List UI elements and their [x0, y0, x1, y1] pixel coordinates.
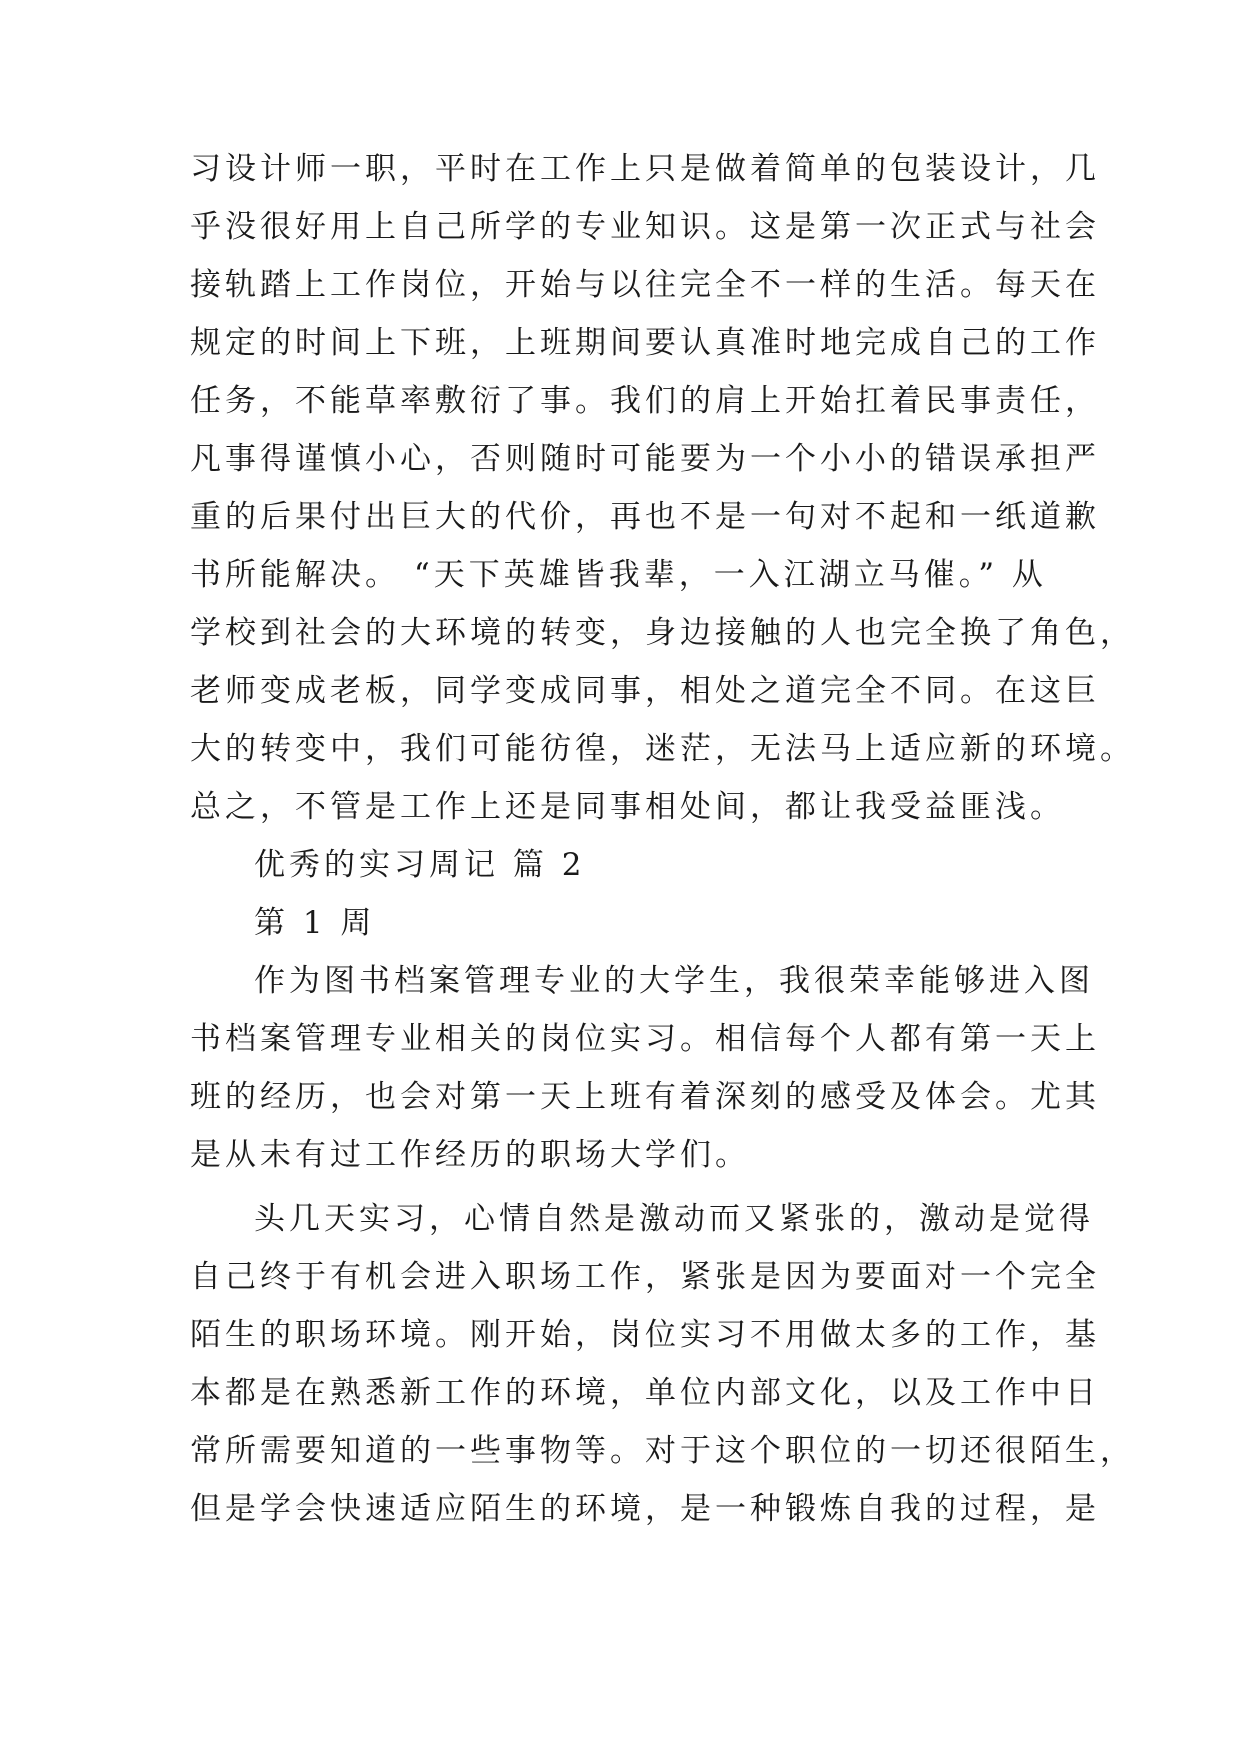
text-line: 任务，不能草率敷衍了事。我们的肩上开始扛着民事责任， — [190, 383, 1100, 419]
text-line: 本都是在熟悉新工作的环境，单位内部文化，以及工作中日 — [190, 1375, 1100, 1411]
text-line: 老师变成老板，同学变成同事，相处之道完全不同。在这巨 — [190, 673, 1100, 709]
text-line: 规定的时间上下班，上班期间要认真准时地完成自己的工作 — [190, 325, 1100, 361]
text-line: 自己终于有机会进入职场工作，紧张是因为要面对一个完全 — [190, 1259, 1100, 1295]
text-line: 书所能解决。 “天下英雄皆我辈，一入江湖立马催。” 从 — [190, 557, 1047, 593]
text-line: 总之，不管是工作上还是同事相处间，都让我受益匪浅。 — [190, 789, 1065, 825]
text-line: 接轨踏上工作岗位，开始与以往完全不一样的生活。每天在 — [190, 267, 1100, 303]
text-line: 作为图书档案管理专业的大学生，我很荣幸能够进入图 — [254, 963, 1094, 999]
week-label: 第 1 周 — [254, 905, 376, 941]
text-line: 学校到社会的大环境的转变，身边接触的人也完全换了角色， — [190, 615, 1135, 651]
text-line: 凡事得谨慎小心，否则随时可能要为一个小小的错误承担严 — [190, 441, 1100, 477]
paragraph-1 — [190, 952, 1100, 1184]
section1-paragraph — [190, 140, 1135, 836]
text-line: 陌生的职场环境。刚开始，岗位实习不用做太多的工作，基 — [190, 1317, 1100, 1353]
paragraph-2 — [190, 1190, 1135, 1538]
text-line: 班的经历，也会对第一天上班有着深刻的感受及体会。尤其 — [190, 1079, 1100, 1115]
text-line: 书档案管理专业相关的岗位实习。相信每个人都有第一天上 — [190, 1021, 1100, 1057]
text-line: 习设计师一职，平时在工作上只是做着简单的包装设计，几 — [190, 151, 1100, 187]
text-line: 头几天实习，心情自然是激动而又紧张的，激动是觉得 — [254, 1201, 1094, 1237]
text-line: 大的转变中，我们可能彷徨，迷茫，无法马上适应新的环境。 — [190, 731, 1135, 767]
text-line: 常所需要知道的一些事物等。对于这个职位的一切还很陌生， — [190, 1433, 1135, 1469]
text-line: 乎没很好用上自己所学的专业知识。这是第一次正式与社会 — [190, 209, 1100, 245]
section-heading: 优秀的实习周记 篇 2 — [254, 847, 586, 883]
text-line: 是从未有过工作经历的职场大学们。 — [190, 1137, 750, 1173]
document-body — [190, 140, 1135, 1538]
text-line: 重的后果付出巨大的代价，再也不是一句对不起和一纸道歉 — [190, 499, 1100, 535]
text-line: 但是学会快速适应陌生的环境，是一种锻炼自我的过程，是 — [190, 1491, 1100, 1527]
